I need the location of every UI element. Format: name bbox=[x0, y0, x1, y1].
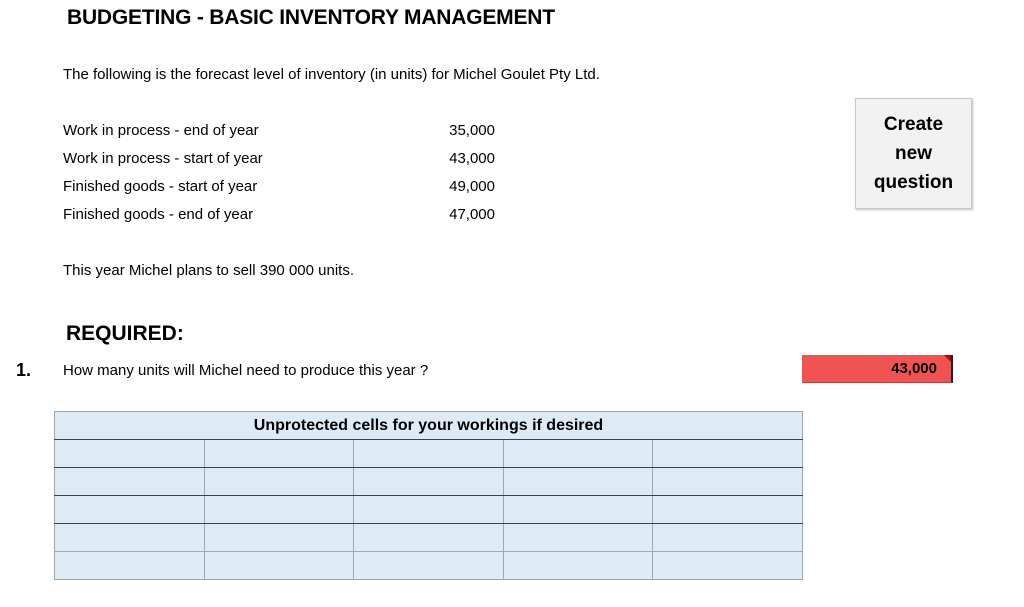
inventory-label: Finished goods - end of year bbox=[63, 206, 254, 223]
workings-cell[interactable] bbox=[653, 524, 803, 552]
workings-cell[interactable] bbox=[354, 440, 504, 468]
workings-cell[interactable] bbox=[503, 440, 653, 468]
workings-cell[interactable] bbox=[204, 524, 354, 552]
workings-cell[interactable] bbox=[653, 468, 803, 496]
workings-cell[interactable] bbox=[55, 468, 205, 496]
sales-text: This year Michel plans to sell 390 000 units. bbox=[63, 262, 354, 279]
inventory-value: 49,000 bbox=[449, 178, 495, 195]
workings-cell[interactable] bbox=[354, 468, 504, 496]
workings-cell[interactable] bbox=[354, 552, 504, 580]
inventory-value: 43,000 bbox=[449, 150, 495, 167]
question-number: 1. bbox=[16, 360, 32, 380]
workings-cell[interactable] bbox=[503, 552, 653, 580]
workings-cell[interactable] bbox=[653, 552, 803, 580]
workings-cell[interactable] bbox=[354, 496, 504, 524]
inventory-label: Work in process - end of year bbox=[63, 122, 259, 139]
answer-cell[interactable] bbox=[802, 355, 953, 383]
workings-cell[interactable] bbox=[503, 496, 653, 524]
inventory-value: 47,000 bbox=[449, 206, 495, 223]
workings-cell[interactable] bbox=[653, 496, 803, 524]
workings-cell[interactable] bbox=[354, 524, 504, 552]
workings-cell[interactable] bbox=[55, 524, 205, 552]
page-title: BUDGETING - BASIC INVENTORY MANAGEMENT bbox=[67, 6, 555, 29]
workings-cell[interactable] bbox=[204, 440, 354, 468]
intro-text: The following is the forecast level of inventory (in units) for Michel Goulet Pty Ltd. bbox=[63, 66, 600, 83]
workings-cell[interactable] bbox=[503, 524, 653, 552]
workings-cell[interactable] bbox=[55, 552, 205, 580]
workings-header: Unprotected cells for your workings if desired bbox=[55, 412, 803, 440]
create-new-question-button[interactable] bbox=[855, 98, 972, 209]
create-button-label: Create new question bbox=[873, 114, 954, 193]
workings-cell[interactable] bbox=[653, 440, 803, 468]
comment-indicator-icon bbox=[944, 355, 951, 362]
workings-cell[interactable] bbox=[204, 496, 354, 524]
workings-cell[interactable] bbox=[503, 468, 653, 496]
workings-cell[interactable] bbox=[204, 468, 354, 496]
answer-value: 43,000 bbox=[891, 360, 937, 377]
question-text: How many units will Michel need to produce this year ? bbox=[63, 362, 429, 379]
inventory-value: 35,000 bbox=[449, 122, 495, 139]
inventory-label: Work in process - start of year bbox=[63, 150, 263, 167]
workings-cell[interactable] bbox=[55, 440, 205, 468]
required-heading: REQUIRED: bbox=[66, 322, 184, 345]
inventory-label: Finished goods - start of year bbox=[63, 178, 258, 195]
workings-cell[interactable] bbox=[55, 496, 205, 524]
workings-cell[interactable] bbox=[204, 552, 354, 580]
workings-table bbox=[54, 411, 803, 580]
